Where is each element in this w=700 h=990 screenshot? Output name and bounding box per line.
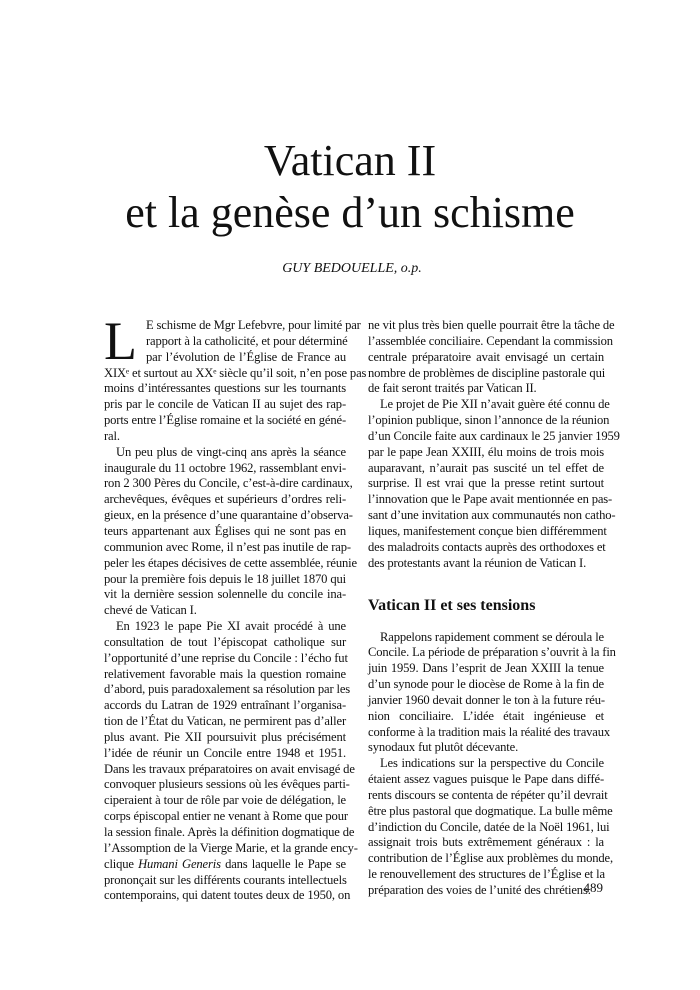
text-line: l’idée de réunir un Concile entre 1948 et 1951. xyxy=(104,745,346,760)
text-line: chevé de Vatican I. xyxy=(104,603,197,618)
text-line: ne vit plus très bien quelle pourrait être la tâche de xyxy=(368,318,615,332)
text-line: janvier 1960 devait donner le ton à la future réu- xyxy=(368,692,605,707)
text-line: En 1923 le pape Pie XI avait procédé à une xyxy=(116,619,346,634)
text-line: Les indications sur la perspective du Concile xyxy=(380,756,604,771)
text-line: inaugurale du 11 octobre 1962, rassemblant envi- xyxy=(104,460,346,475)
text-line: ron 2 300 Pères du Concile, c’est-à-dire cardinaux, xyxy=(104,476,353,491)
paragraph xyxy=(368,756,613,899)
text-line: le renouvellement des structures de l’Église et la xyxy=(368,867,605,882)
title-line-2: et la genèse d’un schisme xyxy=(125,188,575,237)
text-line: rents discours se contenta de répéter qu’il devrait xyxy=(368,787,608,802)
text-line: peler les étapes décisives de cette assemblée, réunie xyxy=(104,555,357,570)
text-line: tion de l’État du Vatican, ne permirent pas d’aller xyxy=(104,714,346,729)
text-line: être plus pastoral que dogmatique. La bulle même xyxy=(368,803,613,818)
text-line: synodaux fut plutôt décevante. xyxy=(368,740,519,755)
text-line: surprise. Il est vrai que la presse retint surtout xyxy=(368,476,604,491)
text-line: par le pape Jean XXIII, élu moins de trois mois xyxy=(368,444,604,459)
text-line: Le projet de Pie XII n’avait guère été connu de xyxy=(380,397,610,412)
text-line: vit la dernière session solennelle du concile ina- xyxy=(104,587,346,602)
text-line: auparavant, n’aurait pas suscité un tel effet de xyxy=(368,460,604,475)
text-line: sant d’une invitation aux communautés non catho- xyxy=(368,508,616,523)
text-line: ciperaient à tour de rôle par voie de délégation, le xyxy=(104,793,346,808)
text-line: Dans les travaux préparatoires on avait envisagé de xyxy=(104,761,355,776)
text-line: Rappelons rapidement comment se déroula le xyxy=(380,629,604,644)
text-line: archevêques, évêques et supérieurs d’ordres reli- xyxy=(104,492,346,507)
text-line: E schisme de Mgr Lefebvre, pour limité par xyxy=(146,318,361,332)
text-line: par l’évolution de l’Église de France au xyxy=(146,349,346,364)
text-line: liques, manifestement conçue bien différemment xyxy=(368,523,607,538)
title-line-1: Vatican II xyxy=(263,136,437,185)
paragraph xyxy=(368,318,615,397)
text-line: XIXᵉ et surtout au XXᵉ siècle qu’il soit, n’en pose pas xyxy=(104,365,367,380)
text-line: centrale préparatoire avait envisagé un certain xyxy=(368,349,604,364)
text-line: convoquer plusieurs sessions où les évêques parti- xyxy=(104,777,350,792)
text-line: l’opportunité d’une reprise du Concile : l’écho fut xyxy=(104,650,348,665)
text-line: l’innovation que le Pape avait mentionnée en pas- xyxy=(368,492,613,507)
text-line: conforme à la tradition mais la réalité des travaux xyxy=(368,724,611,739)
text-line: corps épiscopal entier ne venant à Rome que pour xyxy=(104,809,348,824)
text-line: juin 1959. Dans l’esprit de Jean XXIII la tenue xyxy=(368,661,604,676)
text-line: d’un Concile faite aux cardinaux le 25 janvier 1959 xyxy=(368,428,620,443)
text-line: relativement favorable mais la question romaine xyxy=(104,666,346,681)
text-line: l’Assomption de la Vierge Marie, et la grande ency- xyxy=(104,840,358,855)
text-line: d’indiction du Concile, datée de la Noël 1961, lui xyxy=(368,819,610,834)
text-line: pris par le concile de Vatican II au sujet des rap- xyxy=(104,397,346,412)
text-line: clique Humani Generis dans laquelle le Pape se xyxy=(104,856,347,871)
text-line: l’assemblée conciliaire. Cependant la commission xyxy=(368,333,613,348)
text-line: d’un synode pour le diocèse de Rome à la fin de xyxy=(368,677,604,692)
text-line: ral. xyxy=(104,428,120,443)
text-line: plus avant. Pie XII poursuivit plus précisément xyxy=(104,729,346,744)
paragraph xyxy=(104,311,367,445)
text-line: l’opinion publique, sinon l’annonce de la réunion xyxy=(368,413,610,428)
right-column xyxy=(368,318,620,899)
page-number: 489 xyxy=(583,880,603,895)
text-line: des maladroits contacts auprès des orthodoxes et xyxy=(368,539,606,554)
paragraph xyxy=(368,397,620,571)
text-line: moins d’intéressantes questions sur les tournants xyxy=(104,381,346,396)
text-line: ports entre l’Église romaine et la société en géné- xyxy=(104,413,346,428)
paragraph xyxy=(104,444,357,619)
text-line: contribution de l’Église aux problèmes du monde, xyxy=(368,851,613,866)
left-column xyxy=(104,311,367,904)
text-line: rapport à la catholicité, et pour déterminé xyxy=(146,333,348,348)
text-line: pour la première fois depuis le 18 juillet 1870 qui xyxy=(104,571,346,586)
text-line: prononçait sur les différents courants intellectuels xyxy=(104,872,347,887)
drop-cap: L xyxy=(104,311,137,371)
text-line: Un peu plus de vingt-cinq ans après la séance xyxy=(116,444,346,459)
text-line: consultation de tout l’épiscopat catholique sur xyxy=(104,634,346,649)
text-line: communion avec Rome, il n’est pas inutile de rap- xyxy=(104,539,351,554)
text-line: d’abord, puis paradoxalement sa résolution par les xyxy=(104,682,351,697)
text-line: contemporains, qui datent toutes deux de 1950, on xyxy=(104,888,351,903)
text-line: nombre de problèmes de discipline pastorale qui xyxy=(368,365,606,380)
text-line: étaient assez vagues puisque le Pape dans diffé- xyxy=(368,772,604,787)
text-line: teurs appartenant aux Églises qui ne sont pas en xyxy=(104,523,346,538)
text-line: Concile. La période de préparation s’ouvrit à la fin xyxy=(368,645,616,660)
text-line: préparation des voies de l’unité des chrétiens. xyxy=(368,883,591,897)
text-line: des protestants avant la réunion de Vatican I. xyxy=(368,555,587,570)
paragraph xyxy=(104,619,358,904)
text-line: assignait trois buts extrêmement généraux : la xyxy=(368,835,604,850)
author: GUY BEDOUELLE, o.p. xyxy=(282,261,422,276)
text-line: nion conciliaire. L’idée était ingénieuse et xyxy=(368,708,604,723)
paragraph xyxy=(368,629,616,757)
text-line: gieux, en la présence d’une quarantaine d’observa- xyxy=(104,508,353,523)
text-line: accords du Latran de 1929 entraînant l’organisa- xyxy=(104,698,346,713)
text-line: la session finale. Après la définition dogmatique de xyxy=(104,825,355,839)
section-heading: Vatican II et ses tensions xyxy=(368,596,536,614)
text-line: de fait seront traités par Vatican II. xyxy=(368,381,537,396)
